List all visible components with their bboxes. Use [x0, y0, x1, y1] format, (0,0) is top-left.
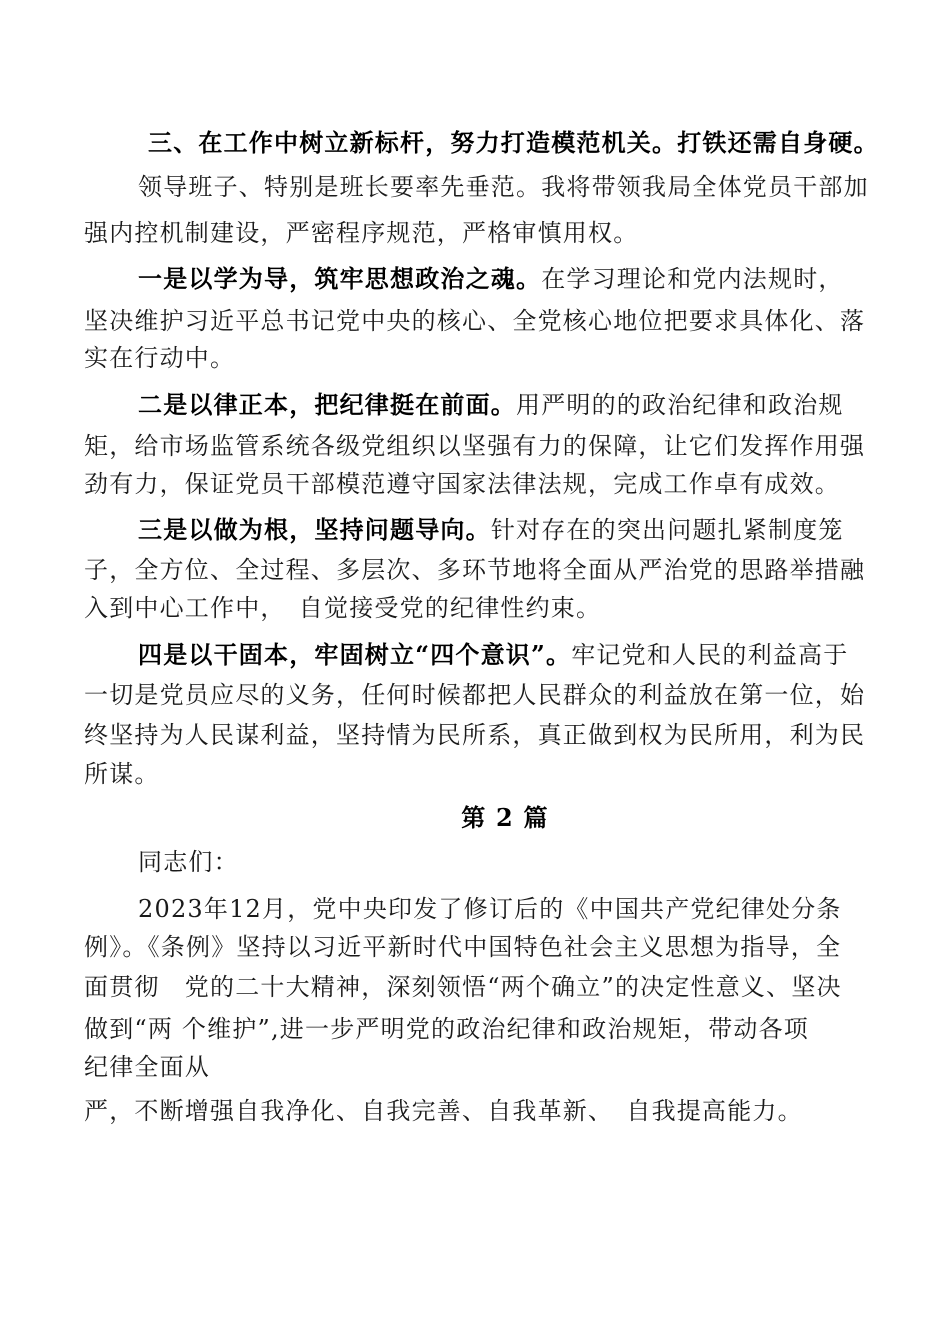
- paragraph-line: 入到中心工作中， 自觉接受党的纪律性约束。: [84, 594, 602, 622]
- point-text: 用严明的的政治纪律和政治规: [516, 391, 844, 419]
- point-first-line: [138, 638, 938, 672]
- chapter-title: 第 2 篇: [461, 803, 549, 832]
- point-first-line: [138, 513, 938, 547]
- paragraph-line: 坚决维护习近平总书记党中央的核心、全党核心地位把要求具体化、落: [84, 307, 866, 335]
- point-lead: 一是以学为导，筑牢思想政治之魂。: [138, 264, 542, 293]
- paragraph-line: 实在行动中。: [84, 344, 236, 372]
- paragraph-line: 做到“两 个维护”,进一步严明党的政治纪律和政治规矩，带动各项: [84, 1015, 809, 1043]
- paragraph-line: 矩，给市场监管系统各级党组织以坚强有力的保障，让它们发挥作用强: [84, 432, 866, 460]
- point-first-line: [138, 388, 938, 422]
- paragraph-line: 严，不断增强自我净化、自我完善、自我革新、 自我提高能力。: [84, 1097, 803, 1125]
- paragraph-line: 领导班子、特别是班长要率先垂范。我将带领我局全体党员干部加: [138, 173, 869, 201]
- greeting: 同志们：: [138, 848, 239, 876]
- paragraph-line: 例》。《条例》坚持以习近平新时代中国特色社会主义思想为指导，全: [84, 933, 842, 961]
- point-text: 针对存在的突出问题扎紧制度笼: [490, 516, 844, 544]
- paragraph-line: 子，全方位、全过程、多层次、多环节地将全面从严治党的思路举措融: [84, 556, 866, 584]
- section-heading: 三、在工作中树立新标杆，努力打造模范机关。打铁还需自身硬。: [148, 128, 879, 157]
- paragraph-line: 强内控机制建设，严密程序规范，严格审慎用权。: [84, 219, 639, 247]
- point-lead: 三是以做为根，坚持问题导向。: [138, 515, 491, 544]
- paragraph-line: 所谋。: [84, 760, 160, 788]
- paragraph-line: 终坚持为人民谋利益，坚持情为民所系，真正做到权为民所用，利为民: [84, 721, 866, 749]
- point-text: 牢记党和人民的利益高于: [571, 641, 849, 669]
- point-first-line: [138, 262, 938, 296]
- paragraph-line: 2023年12月，党中央印发了修订后的《中国共产党纪律处分条: [138, 895, 842, 923]
- paragraph-line: 一切是党员应尽的义务，任何时候都把人民群众的利益放在第一位，始: [84, 681, 866, 709]
- paragraph-line: 劲有力，保证党员干部模范遵守国家法律法规，完成工作卓有成效。: [84, 470, 840, 498]
- point-lead: 四是以干固本，牢固树立“四个意识”。: [138, 640, 572, 669]
- point-lead: 二是以律正本，把纪律挺在前面。: [138, 390, 516, 419]
- point-text: 在学习理论和党内法规时，: [541, 265, 844, 293]
- paragraph-line: 纪律全面从: [84, 1053, 210, 1081]
- paragraph-line: 面贯彻 党的二十大精神，深刻领悟“两个确立”的决定性意义、坚决: [84, 973, 842, 1001]
